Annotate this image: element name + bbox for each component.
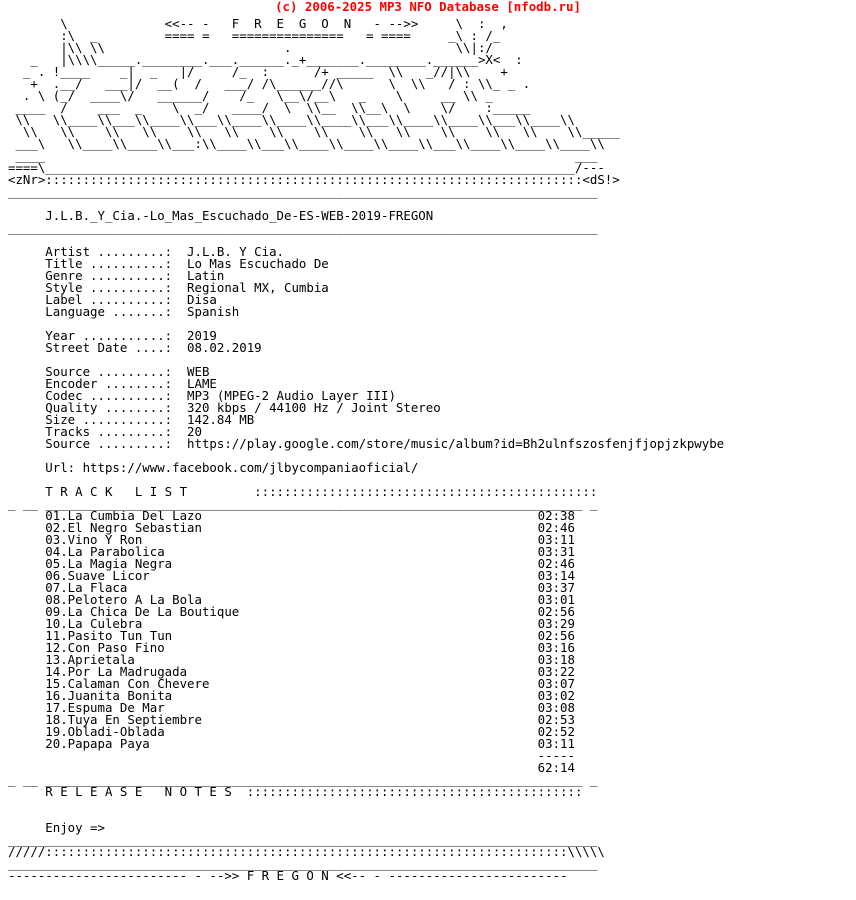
copyright-banner: (c) 2006-2025 MP3 NFO Database [nfodb.ru] (275, 0, 581, 14)
nfo-text: \ <<-- - F R E G O N - -->> \ : , :\ _ ==== = =============== = ==== _\ : /_ |\\ \\ . \\|:/ _ |\\\\_____.________.___.______._+_______.________.______>X< : _ . !____ _| _ |/ /_ : /+ _____ \\ _//|\\ + + .__/ ___|/ __( / ___/ /\______//\ \ \\ / : \\_ _ . . \ (_/ ____\/ ______/ /_ \__\/__\ _ \ __ \\ _ ____ / ___ _ \ _/ ____/ \ \\__ \\__\ \ \/ :_____ \\ \\____\\___\\____\\___\\____\\____\\____\\___\\____\\____\\___\\____\\ \\ \\ \\ \\ \\ \\ \\ \\ \\ \\ \\ \\ \\ \\_____ ___\ \\____\\____\\___:\\____\\___\\____\\____\\____\\___\\____\\____\\____\\ ____ ___ ====\_______________________________________________________________________/--- <zNr>::::::::::::::::::::::::::::::::::::::::::::::::::::::::::::::::::::::::<dS!> _______________________________________________________________________________ J.L.B._Y_Cia.-Lo_Mas_Escuchado_De-ES-WEB-2019-FREGON _______________________________________________________________________________ Artist .........: J.L.B. Y Cia. Title ..........: Lo Mas Escuchado De Genre ..........: Latin Style ..........: Regional MX, Cumbia Label ..........: Disa Language .......: Spanish Year ...........: 2019 Street Date ....: 08.02.2019 Source .........: WEB Encoder ........: LAME Codec ..........: MP3 (MPEG-2 Audio Layer III) Quality ........: 320 kbps / 44100 Hz / Joint Stereo Size ...........: 142.84 MB Tracks .........: 20 Source .........: https://play.google.com/store/music/album?id=Bh2ulnfszosfenjfjopjzkpwybe Url: https://www.facebook.com/jlbycompaniaoficial/ T R A C K L I S T :::::::::::::::::::::::::::::::::::::::::::::: _ __ ________________________________________________________________________ _ 01.La Cumbia Del Lazo 02:38 02.El Negro Sebastian 02:46 03.Vino Y Ron 03:11 04.La Parabolica 03:31 05.La Magia Negra 02:46 06.Suave Licor 03:14 07.La Flaca 03:37 08.Pelotero A La Bola 03:01 09.La Chica De La Boutique 02:56 10.La Culebra 03:29 11.Pasito Tun Tun 02:56 12.Con Paso Fino 03:16 13.Aprietala 03:18 14.Por La Madrugada 03:22 15.Calaman Con Chevere 03:07 16.Juanita Bonita 03:02 17.Espuma De Mar 03:08 18.Tuya En Septiembre 02:53 19.Obladi-Oblada 02:52 20.Papapa Paya 03:11 ----- 62:14 _ __ ________________________________________________________________________ _ R E L E A S E N O T E S ::::::::::::::::::::::::::::::::::::::::::::: Enjoy => _______________________________________________________________________________ /////::::::::::::::::::::::::::::::::::::::::::::::::::::::::::::::::::::::\\\\\ _______________________________________________________________________________ ------------------------ - -->> F R E G O N <<-- - ------------------------ (8, 16, 725, 883)
